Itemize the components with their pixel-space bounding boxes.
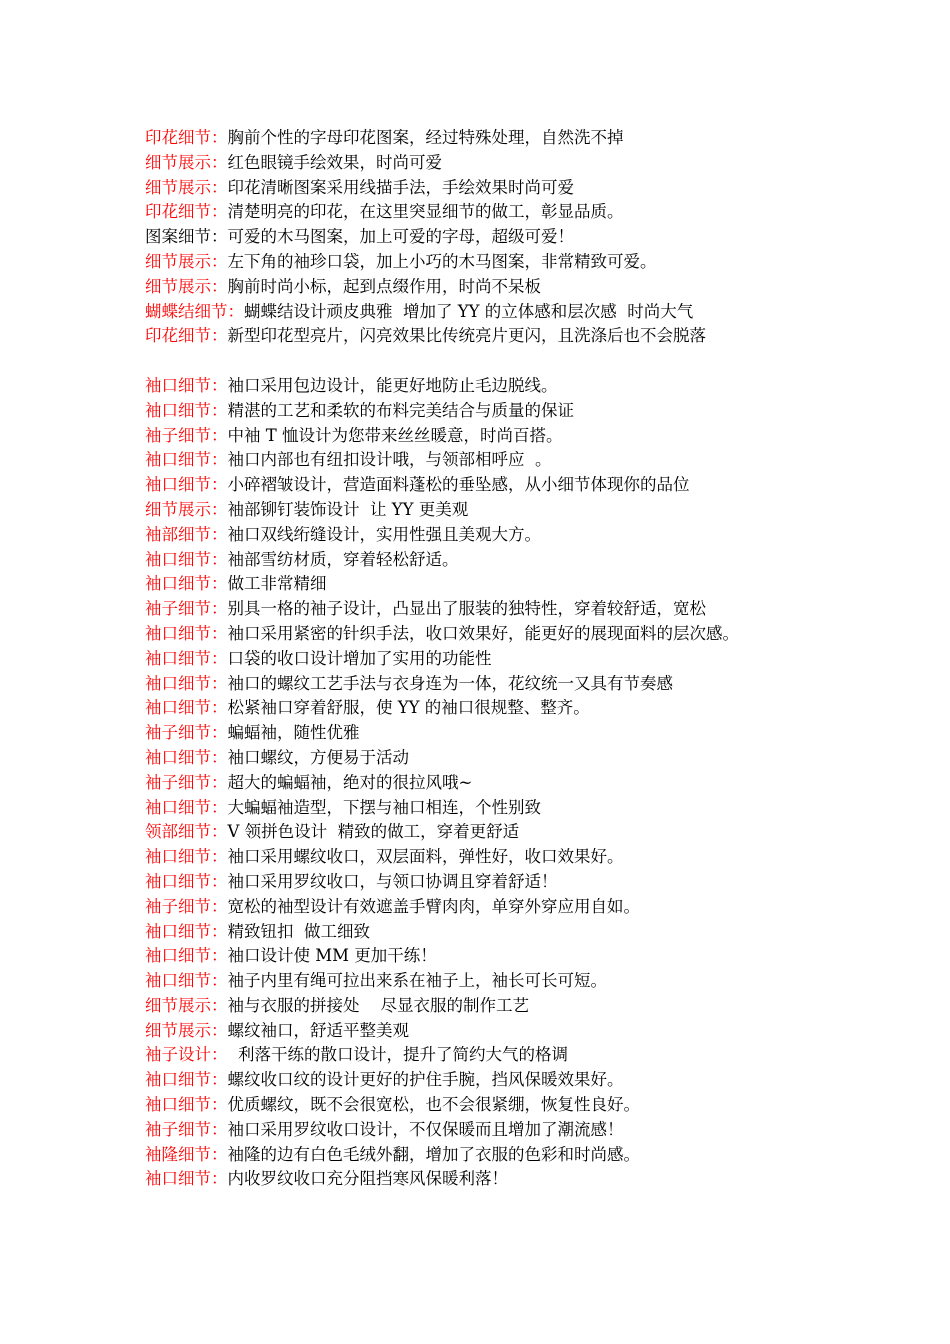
detail-line bbox=[145, 374, 810, 399]
detail-label: 袖口细节： bbox=[145, 673, 228, 693]
detail-label: 袖子细节： bbox=[145, 896, 228, 916]
detail-line bbox=[145, 721, 810, 746]
detail-line bbox=[145, 1167, 810, 1192]
detail-label: 领部细节： bbox=[145, 822, 228, 842]
detail-label: 细节展示： bbox=[145, 152, 228, 172]
detail-text: 袖口双线绗缝设计，实用性强且美观大方。 bbox=[227, 524, 541, 544]
detail-line bbox=[145, 1043, 810, 1068]
detail-text: 蝴蝶结设计顽皮典雅 增加了 YY 的立体感和层次感 时尚大气 bbox=[244, 301, 694, 321]
detail-text: 螺纹收口纹的设计更好的护住手腕，挡风保暖效果好。 bbox=[227, 1070, 624, 1090]
detail-line bbox=[145, 994, 810, 1019]
detail-line bbox=[145, 523, 810, 548]
detail-label: 袖口细节： bbox=[145, 946, 228, 966]
detail-text: 可爱的木马图案，加上可爱的字母，超级可爱！ bbox=[227, 227, 574, 247]
detail-text: 松紧袖口穿着舒服，使 YY 的袖口很规整、整齐。 bbox=[227, 698, 590, 718]
detail-text: 优质螺纹，既不会很宽松，也不会很紧绷，恢复性良好。 bbox=[227, 1095, 640, 1115]
detail-text: 别具一格的袖子设计，凸显出了服装的独特性，穿着较舒适，宽松 bbox=[227, 599, 706, 619]
detail-label: 图案细节： bbox=[145, 227, 228, 247]
detail-line bbox=[145, 498, 810, 523]
detail-text: 红色眼镜手绘效果，时尚可爱 bbox=[227, 152, 442, 172]
detail-label: 袖口细节： bbox=[145, 1070, 228, 1090]
detail-text: 胸前个性的字母印花图案，经过特殊处理，自然洗不掉 bbox=[227, 128, 624, 147]
detail-text: 清楚明亮的印花，在这里突显细节的做工，彰显品质。 bbox=[227, 202, 624, 222]
detail-label: 细节展示： bbox=[145, 1020, 228, 1040]
detail-line bbox=[145, 250, 810, 275]
detail-text: 精致钮扣 做工细致 bbox=[227, 921, 370, 941]
detail-text: 胸前时尚小标，起到点缀作用，时尚不呆板 bbox=[227, 276, 541, 296]
detail-label: 细节展示： bbox=[145, 276, 228, 296]
detail-text: 袖口采用包边设计，能更好地防止毛边脱线。 bbox=[227, 375, 558, 395]
detail-text: 袖部铆钉装饰设计 让 YY 更美观 bbox=[227, 499, 469, 519]
detail-line bbox=[145, 473, 810, 498]
detail-line bbox=[145, 647, 810, 672]
detail-text: 袖口采用罗纹收口，与领口协调且穿着舒适！ bbox=[227, 871, 558, 891]
detail-text: 袖子内里有绳可拉出来系在袖子上，袖长可长可短。 bbox=[227, 971, 607, 991]
detail-label: 印花细节： bbox=[145, 128, 228, 147]
detail-text: 精湛的工艺和柔软的布料完美结合与质量的保证 bbox=[227, 400, 574, 420]
detail-label: 袖口细节： bbox=[145, 375, 228, 395]
detail-label: 袖子细节： bbox=[145, 772, 228, 792]
detail-line bbox=[145, 771, 810, 796]
detail-label: 袖口细节： bbox=[145, 549, 228, 569]
detail-line bbox=[145, 324, 810, 349]
detail-line bbox=[145, 424, 810, 449]
detail-label: 袖口细节： bbox=[145, 921, 228, 941]
detail-text: 袖部雪纺材质，穿着轻松舒适。 bbox=[227, 549, 459, 569]
detail-text: 袖与衣服的拼接处 尽显衣服的制作工艺 bbox=[227, 995, 529, 1015]
detail-text: 袖口采用紧密的针织手法，收口效果好，能更好的展现面料的层次感。 bbox=[227, 623, 739, 643]
detail-line bbox=[145, 1118, 810, 1143]
detail-text: 口袋的收口设计增加了实用的功能性 bbox=[227, 648, 492, 668]
detail-label: 袖口细节： bbox=[145, 847, 228, 867]
detail-line bbox=[145, 126, 810, 151]
detail-line bbox=[145, 200, 810, 225]
detail-label: 袖子细节： bbox=[145, 723, 228, 743]
detail-line bbox=[145, 1019, 810, 1044]
detail-text: 蝙蝠袖，随性优雅 bbox=[227, 723, 360, 743]
detail-line bbox=[145, 969, 810, 994]
detail-label: 袖口细节： bbox=[145, 971, 228, 991]
detail-text: 袖口设计使 MM 更加干练！ bbox=[227, 946, 437, 966]
detail-label: 袖口细节： bbox=[145, 1095, 228, 1115]
detail-line bbox=[145, 870, 810, 895]
detail-label: 袖子细节： bbox=[145, 425, 228, 445]
detail-label: 袖口细节： bbox=[145, 747, 228, 767]
detail-line bbox=[145, 845, 810, 870]
detail-line bbox=[145, 225, 810, 250]
detail-text: 袖口螺纹，方便易于活动 bbox=[227, 747, 409, 767]
detail-label: 细节展示： bbox=[145, 499, 228, 519]
detail-label: 袖口细节： bbox=[145, 698, 228, 718]
detail-label: 蝴蝶结细节： bbox=[145, 301, 244, 321]
detail-line bbox=[145, 820, 810, 845]
detail-line bbox=[145, 1093, 810, 1118]
detail-line bbox=[145, 548, 810, 573]
detail-text: 袖口的螺纹工艺手法与衣身连为一体，花纹统一又具有节奏感 bbox=[227, 673, 673, 693]
detail-label: 袖子细节： bbox=[145, 1119, 228, 1139]
detail-line bbox=[145, 1143, 810, 1168]
detail-text: 宽松的袖型设计有效遮盖手臂肉肉，单穿外穿应用自如。 bbox=[227, 896, 640, 916]
detail-text: 螺纹袖口，舒适平整美观 bbox=[227, 1020, 409, 1040]
detail-line bbox=[145, 622, 810, 647]
detail-text: V 领拼色设计 精致的做工，穿着更舒适 bbox=[227, 822, 520, 842]
detail-label: 袖隆细节： bbox=[145, 1144, 228, 1164]
detail-line bbox=[145, 1068, 810, 1093]
detail-label: 袖子设计： bbox=[145, 1045, 228, 1065]
detail-line bbox=[145, 746, 810, 771]
detail-text: 袖口采用螺纹收口，双层面料，弹性好，收口效果好。 bbox=[227, 847, 624, 867]
detail-label: 袖口细节： bbox=[145, 648, 228, 668]
detail-line bbox=[145, 151, 810, 176]
detail-label: 细节展示： bbox=[145, 177, 228, 197]
detail-line bbox=[145, 597, 810, 622]
detail-label: 袖口细节： bbox=[145, 871, 228, 891]
detail-label: 袖口细节： bbox=[145, 574, 228, 594]
detail-label: 袖子细节： bbox=[145, 599, 228, 619]
detail-label: 袖口细节： bbox=[145, 450, 228, 470]
detail-label: 细节展示： bbox=[145, 995, 228, 1015]
detail-text: 袖口内部也有纽扣设计哦，与领部相呼应 。 bbox=[227, 450, 552, 470]
detail-label: 袖口细节： bbox=[145, 475, 228, 495]
detail-text: 印花清晰图案采用线描手法，手绘效果时尚可爱 bbox=[227, 177, 574, 197]
detail-text: 袖口采用罗纹收口设计，不仅保暖而且增加了潮流感！ bbox=[227, 1119, 624, 1139]
detail-line bbox=[145, 176, 810, 201]
detail-text: 中袖 T 恤设计为您带来丝丝暖意，时尚百搭。 bbox=[227, 425, 563, 445]
section-spacer bbox=[145, 349, 810, 374]
detail-label: 袖口细节： bbox=[145, 400, 228, 420]
detail-label: 细节展示： bbox=[145, 251, 228, 271]
detail-label: 印花细节： bbox=[145, 326, 228, 346]
detail-line bbox=[145, 895, 810, 920]
detail-line bbox=[145, 920, 810, 945]
detail-text: 小碎褶皱设计，营造面料蓬松的垂坠感，从小细节体现你的品位 bbox=[227, 475, 690, 495]
detail-text: 做工非常精细 bbox=[227, 574, 327, 594]
detail-text: 大蝙蝠袖造型，下摆与袖口相连，个性别致 bbox=[227, 797, 541, 817]
detail-text: 袖隆的边有白色毛绒外翻，增加了衣服的色彩和时尚感。 bbox=[227, 1144, 640, 1164]
detail-label: 袖口细节： bbox=[145, 623, 228, 643]
detail-line bbox=[145, 672, 810, 697]
print-details-section bbox=[145, 126, 810, 349]
document-page bbox=[145, 126, 810, 1192]
detail-line bbox=[145, 300, 810, 325]
detail-line bbox=[145, 696, 810, 721]
detail-text: 内收罗纹收口充分阻挡寒风保暖利落！ bbox=[227, 1169, 508, 1189]
detail-line bbox=[145, 944, 810, 969]
detail-text: 超大的蝙蝠袖，绝对的很拉风哦~ bbox=[227, 772, 473, 792]
detail-text: 新型印花型亮片，闪亮效果比传统亮片更闪，且洗涤后也不会脱落 bbox=[227, 326, 706, 346]
detail-line bbox=[145, 796, 810, 821]
detail-label: 印花细节： bbox=[145, 202, 228, 222]
detail-label: 袖部细节： bbox=[145, 524, 228, 544]
detail-text: 利落干练的散口设计，提升了简约大气的格调 bbox=[227, 1045, 568, 1065]
detail-line bbox=[145, 448, 810, 473]
detail-label: 袖口细节： bbox=[145, 797, 228, 817]
detail-line bbox=[145, 399, 810, 424]
detail-label: 袖口细节： bbox=[145, 1169, 228, 1189]
detail-line bbox=[145, 572, 810, 597]
detail-line bbox=[145, 275, 810, 300]
sleeve-details-section bbox=[145, 374, 810, 1192]
detail-text: 左下角的袖珍口袋，加上小巧的木马图案，非常精致可爱。 bbox=[227, 251, 657, 271]
